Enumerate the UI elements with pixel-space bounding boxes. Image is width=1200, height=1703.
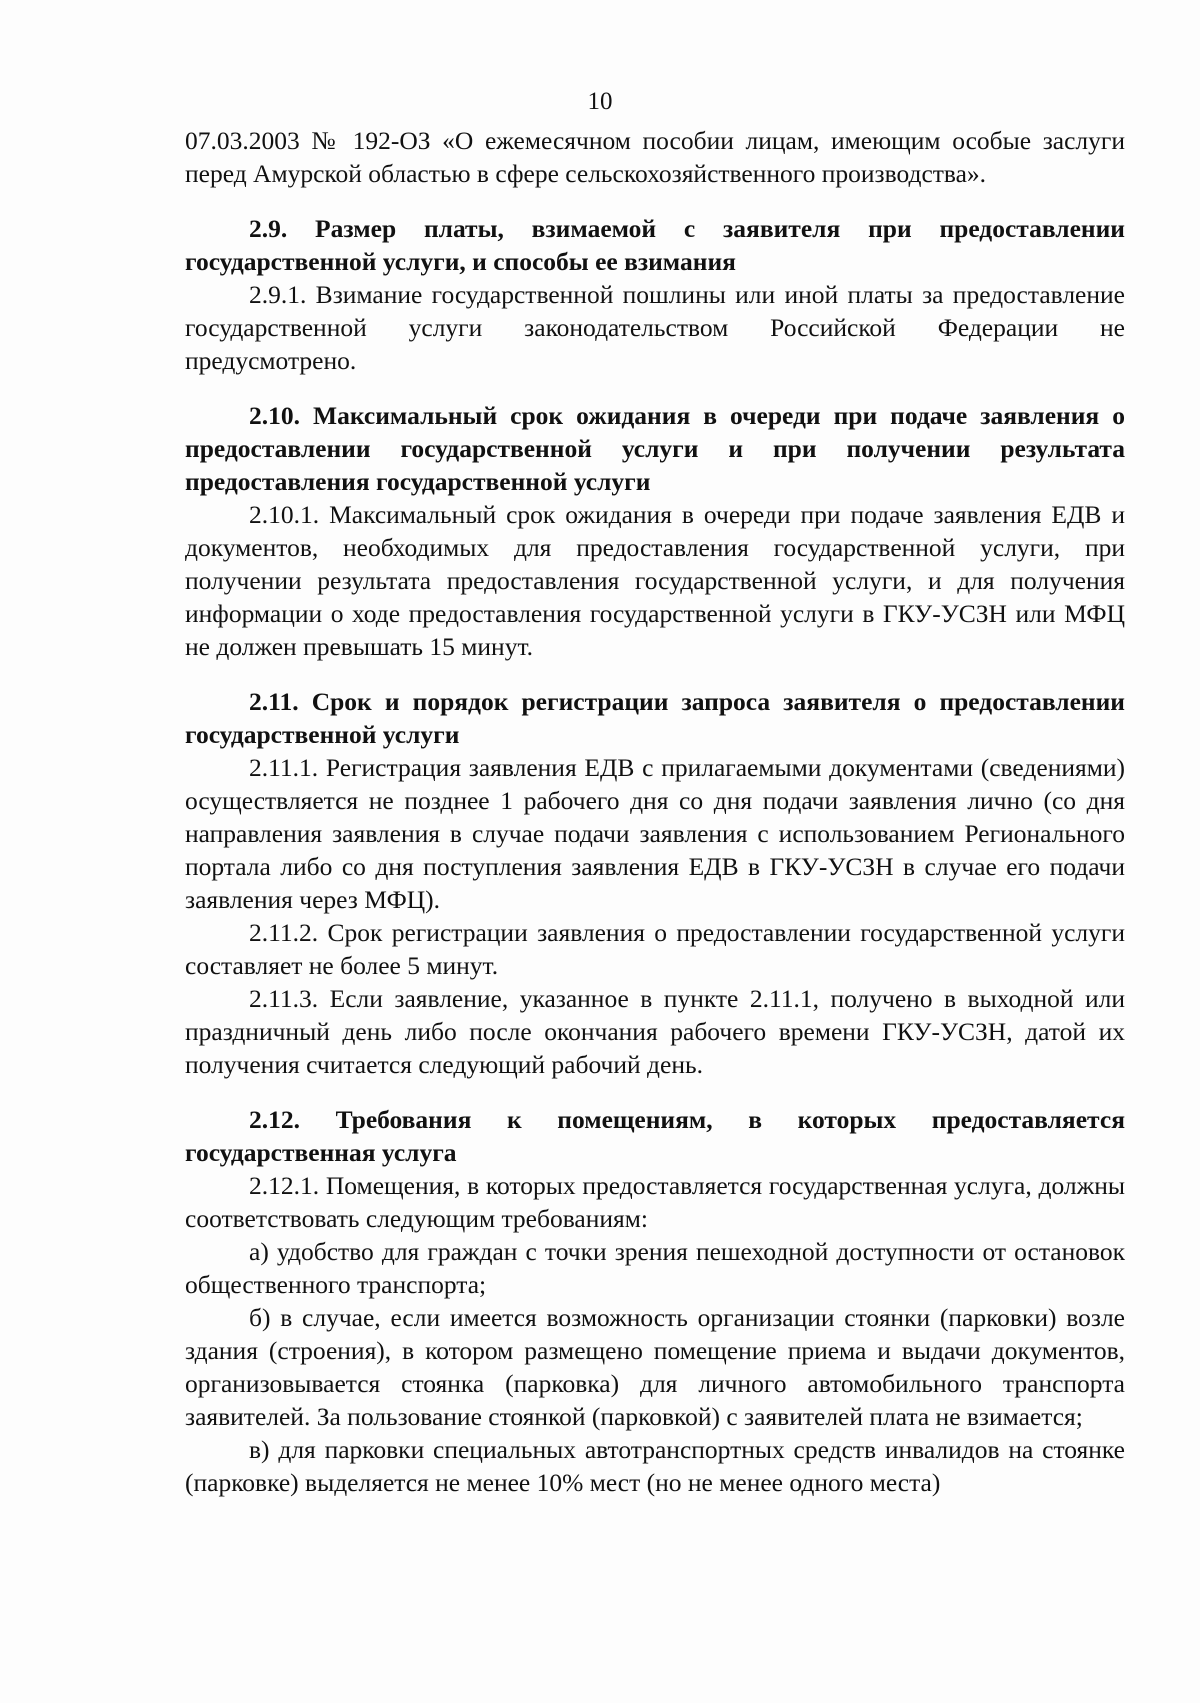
section-heading: 2.11. Срок и порядок регистрации запроса заявителя о предоставлении государственной услуги (185, 687, 1125, 749)
section-heading: 2.9. Размер платы, взимаемой с заявителя при предоставлении государственной услуги, и способы ее взимания (185, 214, 1125, 276)
document-body (185, 124, 1125, 1499)
section-gap (185, 663, 1125, 685)
paragraph: 2.12.1. Помещения, в которых предоставляется государственная услуга, должны соответствовать следующим требованиям: (185, 1171, 1125, 1233)
paragraph: 2.9.1. Взимание государственной пошлины или иной платы за предоставление государственной услуги законодательством Российской Федерации не предусмотрено. (185, 280, 1125, 375)
section-heading: 2.10. Максимальный срок ожидания в очереди при подаче заявления о предоставлении государственной услуги и при получении результата предоставления государственной услуги (185, 401, 1125, 496)
paragraph: 07.03.2003 № 192-ОЗ «О ежемесячном пособии лицам, имеющим особые заслуги перед Амурской областью в сфере сельскохозяйственного производства». (185, 126, 1125, 188)
paragraph: 2.11.2. Срок регистрации заявления о предоставлении государственной услуги составляет не более 5 минут. (185, 918, 1125, 980)
section-gap (185, 190, 1125, 212)
paragraph: в) для парковки специальных автотранспортных средств инвалидов на стоянке (парковке) выделяется не менее 10% мест (но не менее одного места) (185, 1435, 1125, 1497)
paragraph: 2.10.1. Максимальный срок ожидания в очереди при подаче заявления ЕДВ и документов, необходимых для предоставления государственной услуги, при получении результата предоставления государственной услуги, и для получения информации о ходе предоставления государственной услуги в ГКУ-УСЗН или МФЦ не должен превышать 15 минут. (185, 500, 1125, 661)
paragraph: б) в случае, если имеется возможность организации стоянки (парковки) возле здания (строения), в котором размещено помещение приема и выдачи документов, организовывается стоянка (парковка) для личного автомобильного транспорта заявителей. За пользование стоянкой (парковкой) с заявителей плата не взимается; (185, 1303, 1125, 1431)
paragraph: 2.11.1. Регистрация заявления ЕДВ с прилагаемыми документами (сведениями) осуществляется не позднее 1 рабочего дня со дня подачи заявления лично (со дня направления заявления в случае подачи заявления с использованием Регионального портала либо со дня поступления заявления ЕДВ в ГКУ-УСЗН в случае его подачи заявления через МФЦ). (185, 753, 1125, 914)
paragraph: 2.11.3. Если заявление, указанное в пункте 2.11.1, получено в выходной или праздничный день либо после окончания рабочего времени ГКУ-УСЗН, датой их получения считается следующий рабочий день. (185, 984, 1125, 1079)
page-number: 10 (587, 88, 613, 115)
paragraph: а) удобство для граждан с точки зрения пешеходной доступности от остановок общественного транспорта; (185, 1237, 1125, 1299)
section-gap (185, 1081, 1125, 1103)
section-gap (185, 377, 1125, 399)
section-heading: 2.12. Требования к помещениям, в которых предоставляется государственная услуга (185, 1105, 1125, 1167)
